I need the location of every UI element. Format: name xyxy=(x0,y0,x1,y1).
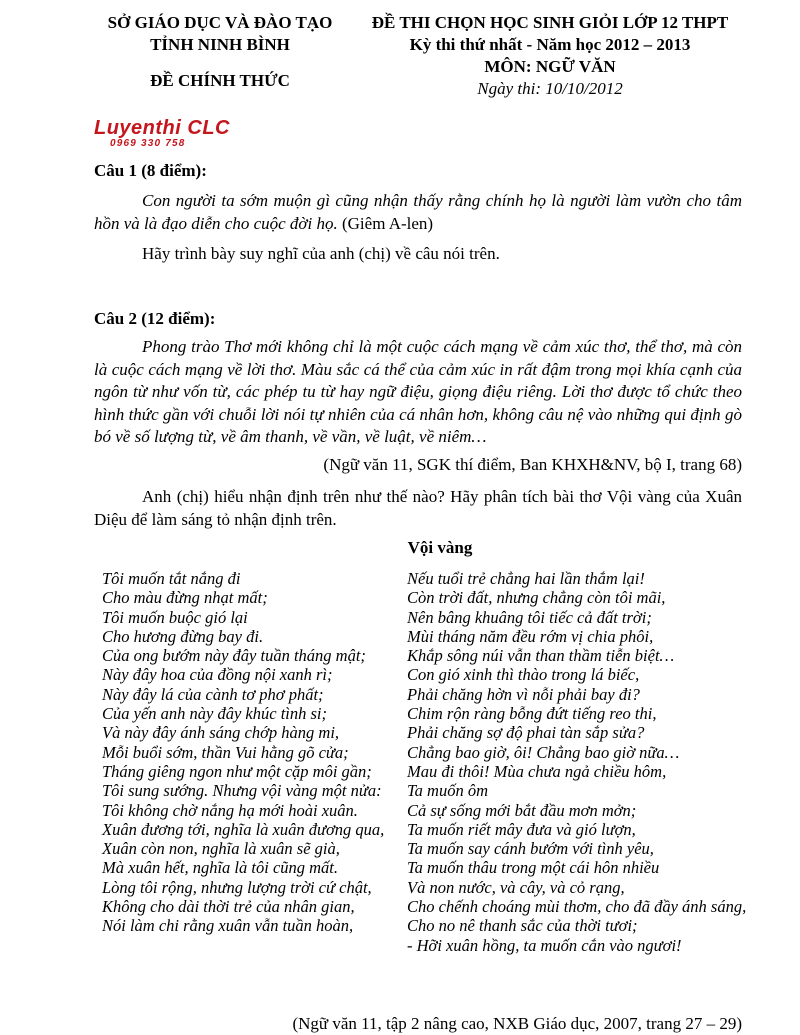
question-2-title: Câu 2 (12 điểm): xyxy=(94,309,216,328)
official-label: ĐỀ CHÍNH THỨC xyxy=(150,71,290,90)
question-1-quote: Con người ta sớm muộn gì cũng nhận thấy rằng chính họ là người làm vườn cho tâm hồn và là đạo diễn cho cuộc đời họ. xyxy=(94,191,742,233)
poem-line: Cả sự sống mới bắt đầu mơn mởn; xyxy=(407,800,637,820)
poem-left-column xyxy=(102,569,384,936)
header-organization xyxy=(70,12,370,92)
poem-line: Tôi muốn buộc gió lại xyxy=(102,607,248,627)
poem-line: Tôi muốn tắt nắng đi xyxy=(102,569,241,588)
poem-line: Không cho dài thời trẻ của nhân gian, xyxy=(102,897,355,917)
poem-line: Lòng tôi rộng, nhưng lượng trời cứ chật, xyxy=(102,877,372,897)
watermark-phone: 0969 330 758 xyxy=(110,138,186,149)
exam-round: Kỳ thi thứ nhất - Năm học 2012 – 2013 xyxy=(409,35,691,54)
poem-line: Của ong bướm này đây tuần tháng mật; xyxy=(102,646,366,666)
poem-line: Con gió xinh thì thào trong lá biếc, xyxy=(407,665,640,685)
poem-line: - Hỡi xuân hồng, ta muốn cắn vào ngươi! xyxy=(407,935,682,955)
poem-line: Xuân đương tới, nghĩa là xuân đương qua, xyxy=(102,819,385,839)
poem-line: Mà xuân hết, nghĩa là tôi cũng mất. xyxy=(102,858,339,878)
poem-source: (Ngữ văn 11, tập 2 nâng cao, NXB Giáo dục, 2007, trang 27 – 29) xyxy=(292,1014,742,1033)
question-2-quote: Phong trào Thơ mới không chỉ là một cuộc cách mạng về cảm xúc thơ, thể thơ, mà còn là cuộc cách mạng về lời thơ. Màu sắc cá thể của cảm xúc in rất đậm trong mọi khía cạnh của ngôn từ như vốn từ, các phép tu từ hay ngữ điệu, giọng điệu riêng. Lời thơ được tổ chức theo hình thức gần với chuỗi lời nói tự nhiên của cá nhân hơn, không câu nệ vào những qui định gò bó về số lượng từ, về âm thanh, về vần, về luật, về niêm… xyxy=(94,337,742,446)
poem-line: Mỗi buổi sớm, thần Vui hằng gõ cửa; xyxy=(102,742,349,762)
poem-line: Phải chăng sợ độ phai tàn sắp sửa? xyxy=(407,723,645,743)
watermark-logo xyxy=(94,118,230,150)
poem-line: Này đây hoa của đồng nội xanh rì; xyxy=(102,665,333,685)
poem-line: Cho màu đừng nhạt mất; xyxy=(102,588,268,608)
org-line-1: SỞ GIÁO DỤC VÀ ĐÀO TẠO xyxy=(107,13,333,32)
poem-line: Cho chếnh choáng mùi thơm, cho đã đầy ánh sáng, xyxy=(407,897,747,917)
poem-line: Phải chăng hờn vì nỗi phải bay đi? xyxy=(407,684,640,704)
poem-line: Cho hương đừng bay đi. xyxy=(102,626,264,646)
poem-line: Khắp sông núi vẫn than thầm tiễn biệt… xyxy=(407,646,675,666)
poem-line: Tôi không chờ nắng hạ mới hoài xuân. xyxy=(102,800,358,820)
exam-subject: MÔN: NGỮ VĂN xyxy=(484,57,616,76)
poem-line: Chim rộn ràng bỗng đứt tiếng reo thi, xyxy=(407,704,657,724)
poem-line: Nói làm chi rằng xuân vẫn tuần hoàn, xyxy=(102,916,354,936)
poem-line: Nếu tuổi trẻ chẳng hai lần thắm lại! xyxy=(407,569,645,588)
poem-line: Ta muốn ôm xyxy=(407,781,488,801)
question-1-author: (Giêm A-len) xyxy=(341,213,434,233)
question-1-quote-block xyxy=(94,190,742,235)
poem-line: Tháng giêng ngon như một cặp môi gần; xyxy=(102,761,372,781)
poem-line: Cho no nê thanh sắc của thời tươi; xyxy=(407,916,638,936)
poem-line: Mau đi thôi! Mùa chưa ngả chiều hôm, xyxy=(407,761,667,781)
poem-line: Nên bâng khuâng tôi tiếc cả đất trời; xyxy=(407,607,652,627)
header-exam-info xyxy=(350,12,750,100)
poem-line: Này đây lá của cành tơ phơ phất; xyxy=(102,684,324,704)
poem-line: Ta muốn thâu trong một cái hôn nhiều xyxy=(407,858,660,878)
poem-title: Vội vàng xyxy=(407,538,473,557)
poem-line: Ta muốn riết mây đưa và gió lượn, xyxy=(407,819,636,839)
poem-line: Chẳng bao giờ, ôi! Chẳng bao giờ nữa… xyxy=(407,742,680,762)
poem-line: Của yến anh này đây khúc tình si; xyxy=(102,704,327,724)
exam-title: ĐỀ THI CHỌN HỌC SINH GIỎI LỚP 12 THPT xyxy=(371,13,729,32)
poem-line: Mùi tháng năm đều rớm vị chia phôi, xyxy=(407,626,654,646)
question-2-task: Anh (chị) hiểu nhận định trên như thế nào? Hãy phân tích bài thơ Vội vàng của Xuân Diệu để làm sáng tỏ nhận định trên. xyxy=(94,487,742,529)
watermark-brand: Luyenthi CLC xyxy=(94,117,230,139)
poem-line: Xuân còn non, nghĩa là xuân sẽ già, xyxy=(102,839,340,859)
poem-line: Và này đây ánh sáng chớp hàng mi, xyxy=(102,723,340,743)
question-2-source: (Ngữ văn 11, SGK thí điểm, Ban KHXH&NV, bộ I, trang 68) xyxy=(323,455,742,474)
poem-line: Và non nước, và cây, và cỏ rạng, xyxy=(407,877,625,897)
exam-date: Ngày thi: 10/10/2012 xyxy=(477,79,623,98)
poem-line: Tôi sung sướng. Nhưng vội vàng một nửa: xyxy=(102,781,382,801)
poem-line: Còn trời đất, nhưng chẳng còn tôi mãi, xyxy=(407,588,666,608)
question-1-title: Câu 1 (8 điểm): xyxy=(94,161,207,180)
org-line-2: TỈNH NINH BÌNH xyxy=(150,35,290,54)
question-1-task: Hãy trình bày suy nghĩ của anh (chị) về câu nói trên. xyxy=(142,244,500,263)
poem-line: Ta muốn say cánh bướm với tình yêu, xyxy=(407,839,654,859)
poem-right-column xyxy=(407,569,746,955)
